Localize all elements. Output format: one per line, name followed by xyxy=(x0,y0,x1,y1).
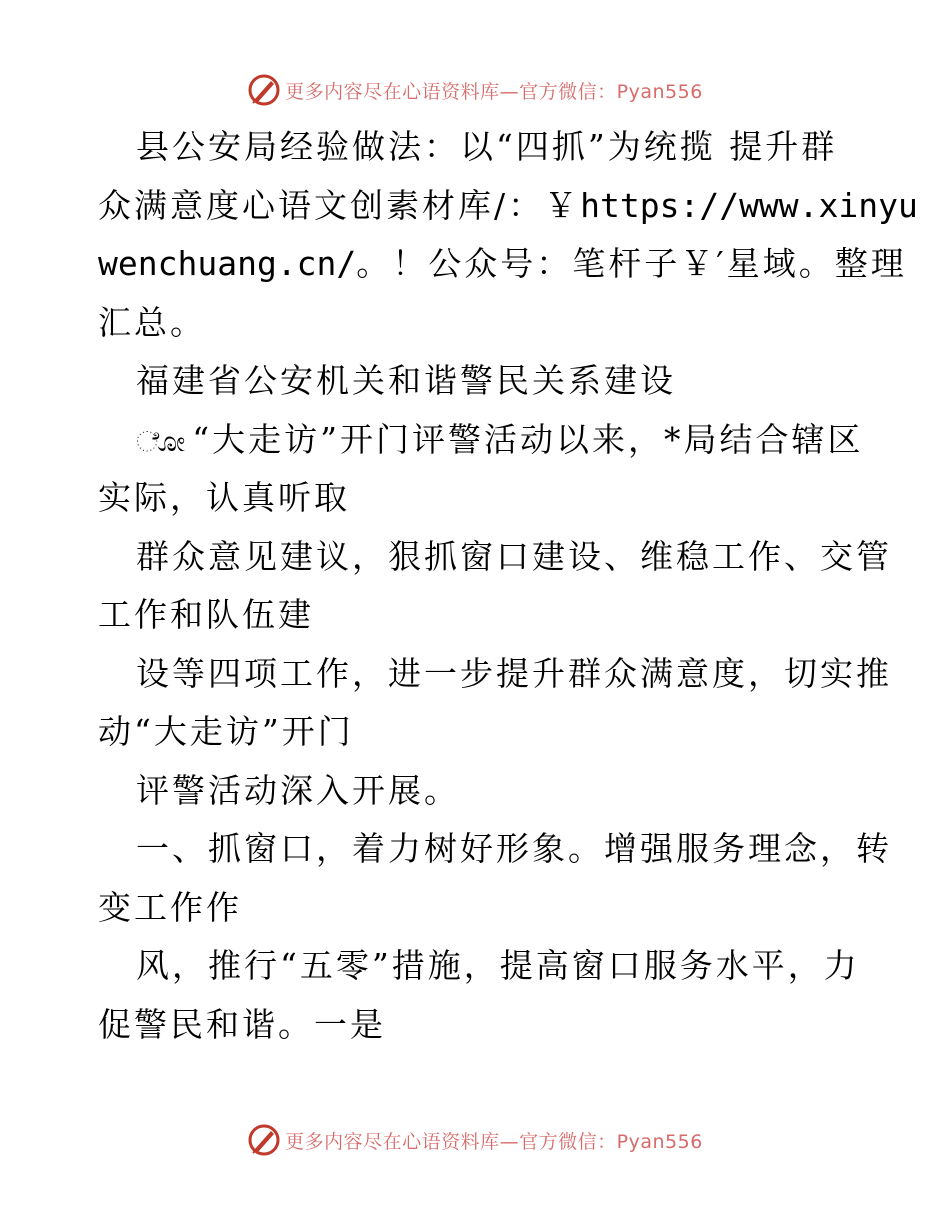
text-line: 汇总。 xyxy=(98,302,206,342)
text-line: ೋ “大走访”开门评警活动以来，*局结合辖区 xyxy=(98,411,850,470)
text-line: 设等四项工作，进一步提升群众满意度，切实推 xyxy=(136,653,892,693)
banner-text: 更多内容尽在心语资料库—官方微信：Pyan556 xyxy=(285,1130,703,1153)
text-line: 福建省公安机关和谐警民关系建设 xyxy=(136,361,676,400)
text-line: 变工作作 xyxy=(98,887,242,927)
text-line: 风，推行“五零”措施，提高窗口服务水平，力 xyxy=(136,946,860,985)
text-line: 实际，认真听取 xyxy=(98,478,350,517)
pen-quill-logo-icon xyxy=(247,1123,281,1157)
banner-text: 更多内容尽在心语资料库—官方微信：Pyan556 xyxy=(285,80,703,103)
text-line: 一、抓窗口，着力树好形象。增强服务理念，转 xyxy=(136,829,892,868)
text-line: 工作和队伍建 xyxy=(98,595,314,634)
header-banner xyxy=(0,70,950,110)
document-body xyxy=(98,118,918,1054)
text-line: 县公安局经验做法：以“四抓”为统揽 提升群 xyxy=(136,127,838,166)
text-line: wenchuang.cn/。！公众号：笔杆子￥′星域。整理 xyxy=(98,244,907,283)
ornament-flourish-icon: ೋ xyxy=(136,424,189,458)
footer-banner xyxy=(0,1120,950,1160)
text-line: 动“大走访”开门 xyxy=(98,712,354,751)
pen-quill-logo-icon xyxy=(247,73,281,107)
text-line: 评警活动深入开展。 xyxy=(136,770,460,810)
text-line: 众满意度心语文创素材库/：￥https://www.xinyu xyxy=(98,185,918,225)
text-line: 促警民和谐。一是 xyxy=(98,1004,386,1044)
text-line: 群众意见建议，狠抓窗口建设、维稳工作、交管 xyxy=(136,536,892,576)
